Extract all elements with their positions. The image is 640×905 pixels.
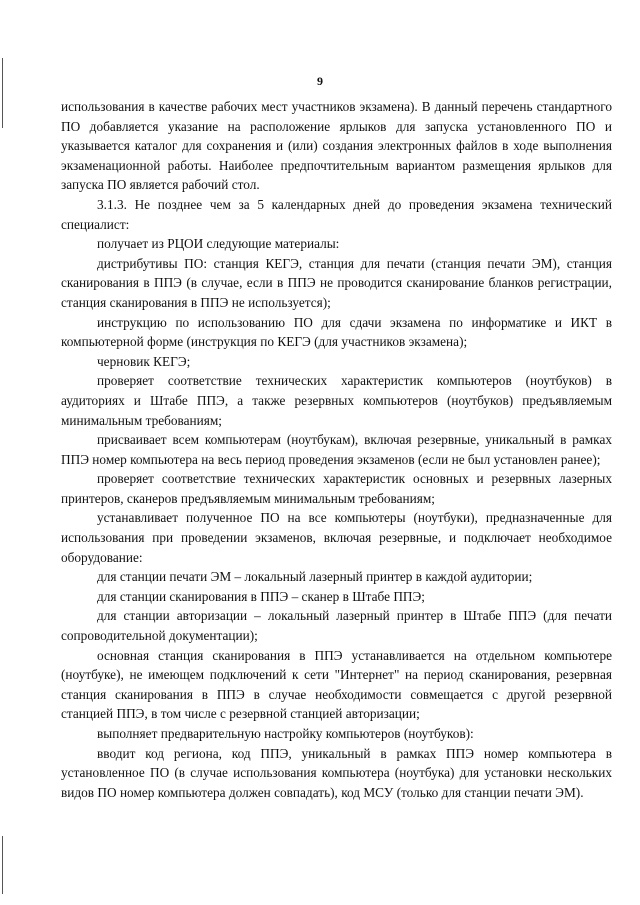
paragraph-draft: черновик КЕГЭ;: [97, 353, 191, 369]
paragraph-installs-software: устанавливает полученное ПО на все компьютеры (ноутбуки), предназначенные для использования при проведении экзаменов, включая резервные, и подключает необходимое оборудование:: [61, 510, 612, 565]
scan-edge-mark-top: [2, 58, 3, 128]
scan-edge-mark-bottom: [2, 836, 3, 894]
paragraph-distributives: дистрибутивы ПО: станция КЕГЭ, станция для печати (станция печати ЭМ), станция сканирования в ППЭ (в случае, если в ППЭ не проводится сканирование бланков регистрации, станция сканирования в ППЭ не используется);: [61, 255, 612, 310]
paragraph-main-scan-station: основная станция сканирования в ППЭ устанавливается на отдельном компьютере (ноутбуке), не имеющем подключений к сети "Интернет" на период сканирования, резервная станция сканирования в ППЭ в случае необходимости совмещается с другой резервной станцией ППЭ, в том числе с резервной станцией авторизации;: [61, 647, 612, 722]
paragraph-auth-station: для станции авторизации – локальный лазерный принтер в Штабе ППЭ (для печати сопроводительной документации);: [61, 608, 612, 644]
document-body: [61, 97, 612, 802]
paragraph-assigns-numbers: присваивает всем компьютерам (ноутбукам), включая резервные, уникальный в рамках ППЭ номер компьютера на весь период проведения экзаменов (если не был установлен ранее);: [61, 432, 612, 467]
paragraph-preliminary-setup: выполняет предварительную настройку компьютеров (ноутбуков):: [97, 726, 474, 741]
paragraph-receives-materials: получает из РЦОИ следующие материалы:: [97, 236, 340, 252]
paragraph-print-station: для станции печати ЭМ – локальный лазерный принтер в каждой аудитории;: [97, 569, 533, 585]
paragraph-enters-codes: вводит код региона, код ППЭ, уникальный в рамках ППЭ номер компьютера в установленное ПО (в случае использования компьютера (ноутбука) для установки нескольких видов ПО номер компьютера должен совпадать), код МСУ (только для станции печати ЭМ).: [61, 745, 612, 800]
paragraph-instruction: инструкцию по использованию ПО для сдачи экзамена по информатике и ИКТ в компьютерной форме (инструкция по КЕГЭ (для участников экзамена);: [61, 314, 612, 350]
paragraph-scan-station: для станции сканирования в ППЭ – сканер в Штабе ППЭ;: [97, 588, 425, 604]
paragraph-checks-computers: проверяет соответствие технических характеристик компьютеров (ноутбуков) в аудиториях и Штабе ППЭ, а также резервных компьютеров (ноутбуков) предъявляемым минимальным требованиям;: [61, 373, 612, 428]
paragraph-checks-printers: проверяет соответствие технических характеристик основных и резервных лазерных принтеров, сканеров предъявляемым минимальным требованиям;: [61, 471, 612, 506]
paragraph-section-3-1-3: 3.1.3. Не позднее чем за 5 календарных дней до проведения экзамена технический специалист:: [61, 196, 612, 232]
paragraph-continuation: использования в качестве рабочих мест участников экзамена). В данный перечень стандартного ПО добавляется указание на расположение ярлыков для запуска установленного ПО и указывается каталог для сохранения и (или) создания электронных файлов в ходе выполнения экзаменационной работы. Наиболее предпочтительным вариантом размещения ярлыков для запуска ПО является рабочий стол.: [61, 99, 612, 193]
page-number: 9: [317, 74, 323, 88]
